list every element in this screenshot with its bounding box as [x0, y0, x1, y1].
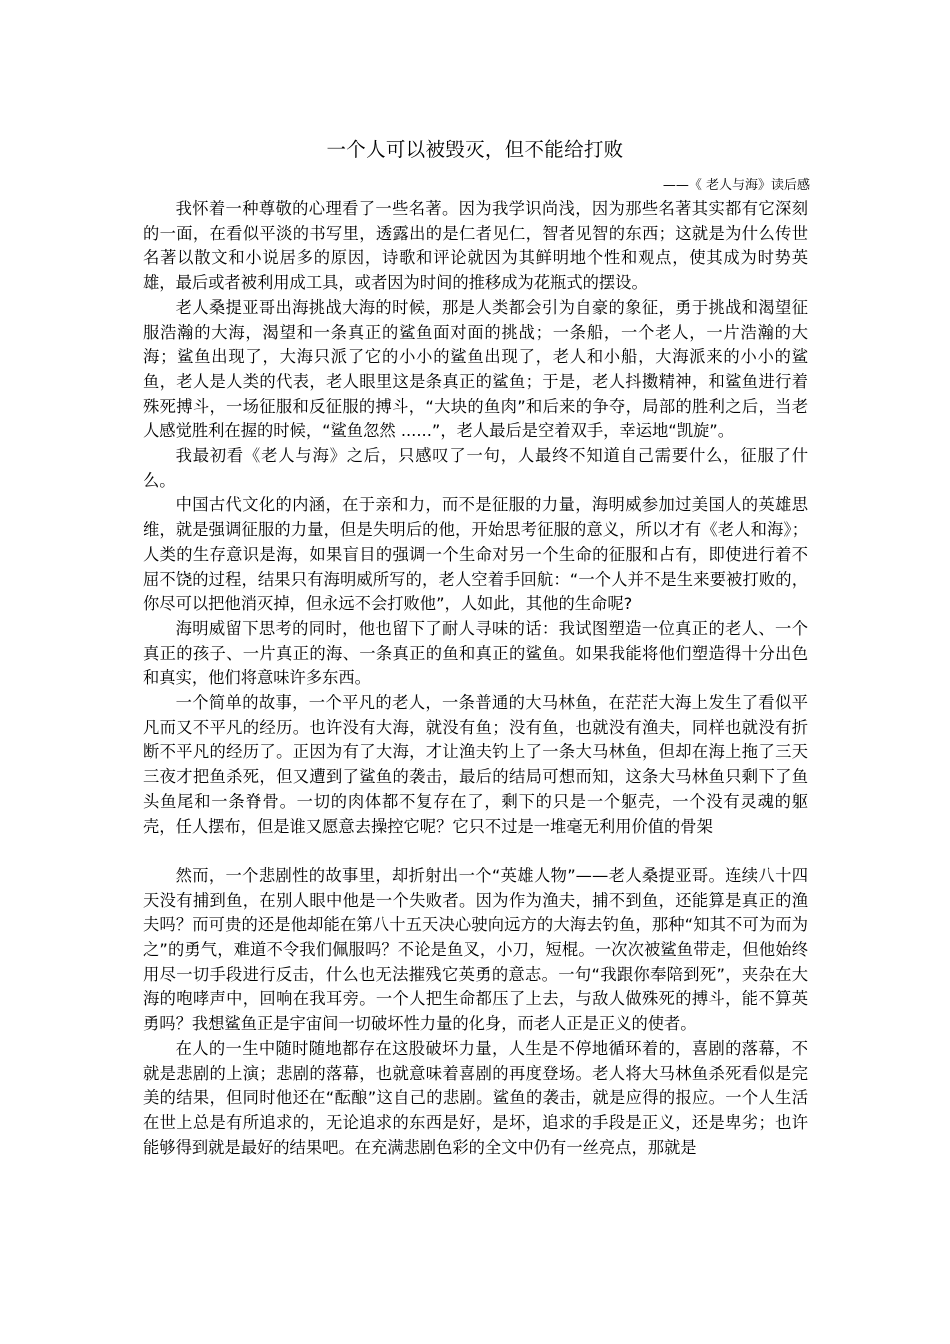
paragraph: 然而，一个悲剧性的故事里，却折射出一个“英雄人物”——老人桑提亚哥。连续八十四天没有捕到鱼，在别人眼中他是一个失败者。因为作为渔夫，捕不到鱼，还能算是真正的渔夫吗？而可贵的还是他却能在第八十五天决心驶向远方的大海去钓鱼，那种“知其不可为而为之”的勇气，难道不令我们佩服吗？不论是鱼叉，小刀，短棍。一次次被鲨鱼带走，但他始终用尽一切手段进行反击，什么也无法摧残它英勇的意志。一句“我跟你奉陪到死”，夹杂在大海的咆哮声中，回响在我耳旁。一个人把生命都压了上去，与敌人做殊死的搏斗，能不算英勇吗？我想鲨鱼正是宇宙间一切破坏性力量的化身，而老人正是正义的使者。 [143, 865, 808, 1034]
paragraph: 我怀着一种尊敬的心理看了一些名著。因为我学识尚浅，因为那些名著其实都有它深刻的一面，在看似平淡的书写里，透露出的是仁者见仁，智者见智的东西；这就是为什么传世名著以散文和小说居多的原因，诗歌和评论就因为其鲜明地个性和观点，使其成为时势英雄，最后或者被利用成工具，或者因为时间的推移成为花瓶式的摆设。 [143, 199, 808, 293]
paragraph: 中国古代文化的内涵，在于亲和力，而不是征服的力量，海明威参加过美国人的英雄思维，就是强调征服的力量，但是失明后的他，开始思考征服的意义，所以才有《老人和海》；人类的生存意识是海，如果盲目的强调一个生命对另一个生命的征服和占有，即使进行着不屈不饶的过程，结果只有海明威所写的，老人空着手回航：“一个人并不是生来要被打败的，你尽可以把他消灭掉，但永远不会打败他”，人如此，其他的生命呢? [143, 495, 808, 614]
paragraph: 在人的一生中随时随地都存在这股破坏力量，人生是不停地循环着的，喜剧的落幕，不就是悲剧的上演；悲剧的落幕，也就意味着喜剧的再度登场。老人将大马林鱼杀死看似是完美的结果，但同时他还在“酝酿”这自己的悲剧。鲨鱼的袭击，就是应得的报应。一个人生活在世上总是有所追求的，无论追求的东西是好，是坏，追求的手段是正义，还是卑劣；也许能够得到就是最好的结果吧。在充满悲剧色彩的全文中仍有一丝亮点，那就是 [143, 1038, 808, 1157]
paragraph: 一个简单的故事，一个平凡的老人，一条普通的大马林鱼，在茫茫大海上发生了看似平凡而又不平凡的经历。也许没有大海，就没有鱼；没有鱼，也就没有渔夫，同样也就没有折断不平凡的经历了。正因为有了大海，才让渔夫钓上了一条大马林鱼，但却在海上拖了三天三夜才把鱼杀死，但又遭到了鲨鱼的袭击，最后的结局可想而知，这条大马林鱼只剩下了鱼头鱼尾和一条脊骨。一切的肉体都不复存在了，剩下的只是一个躯壳，一个没有灵魂的躯壳，任人摆布，但是谁又愿意去操控它呢？它只不过是一堆毫无利用价值的骨架 [143, 693, 808, 836]
document-subtitle: ——《 老人与海》读后感 [662, 178, 810, 193]
paragraph: 我最初看《老人与海》之后，只感叹了一句，人最终不知道自己需要什么，征服了什么。 [143, 446, 808, 490]
blank-line [143, 839, 808, 864]
document-title: 一个人可以被毁灭，但不能给打败 [326, 138, 624, 161]
paragraph: 老人桑提亚哥出海挑战大海的时候，那是人类都会引为自豪的象征，勇于挑战和渴望征服浩瀚的大海，渴望和一条真正的鲨鱼面对面的挑战；一条船，一个老人，一片浩瀚的大海；鲨鱼出现了，大海只派了它的小小的鲨鱼出现了，老人和小船，大海派来的小小的鲨鱼，老人是人类的代表，老人眼里这是条真正的鲨鱼；于是，老人抖擞精神，和鲨鱼进行着殊死搏斗，一场征服和反征服的搏斗，“大块的鱼肉”和后来的争夺，局部的胜利之后，当老人感觉胜利在握的时候，“鲨鱼忽然 ......”，老人最后是空着双手，幸运地“凯旋”。 [143, 297, 808, 441]
paragraph: 海明威留下思考的同时，他也留下了耐人寻味的话：我试图塑造一位真正的老人、一个真正的孩子、一片真正的海、一条真正的鱼和真正的鲨鱼。如果我能将他们塑造得十分出色和真实，他们将意味许多东西。 [143, 618, 808, 688]
document-body [143, 197, 808, 1160]
